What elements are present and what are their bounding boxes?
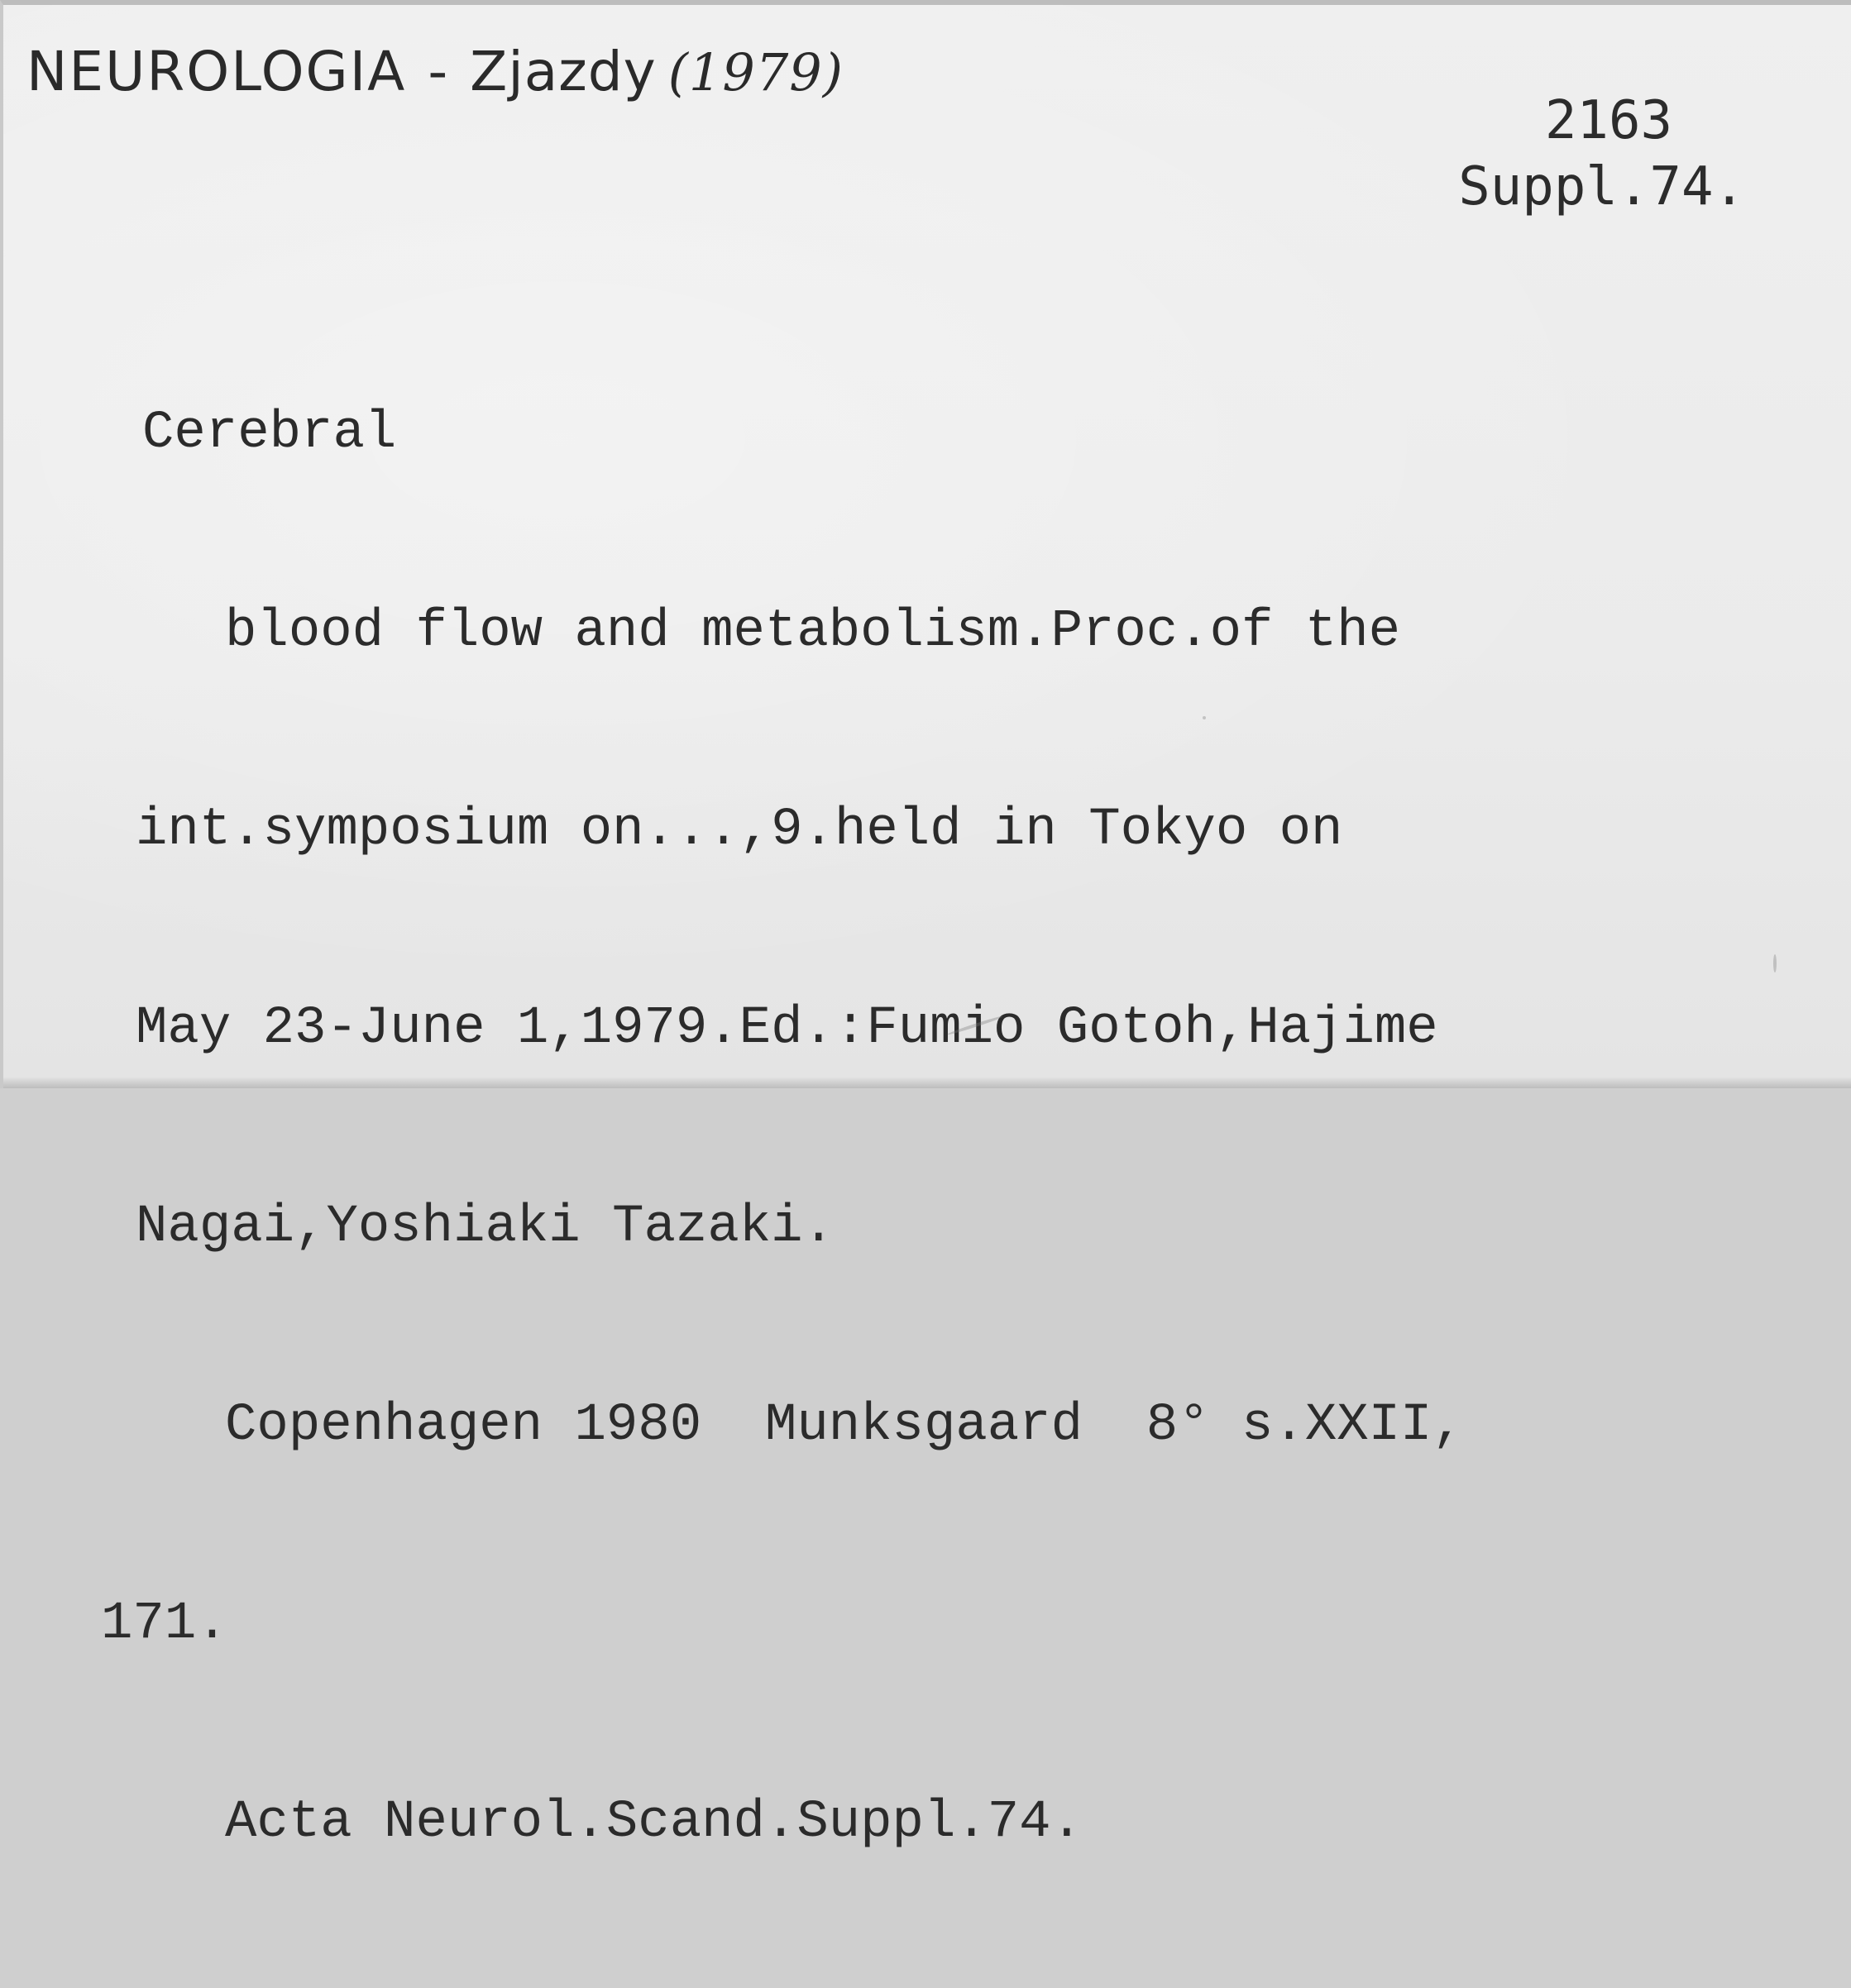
subject-heading xyxy=(26,40,844,103)
bibliographic-entry xyxy=(101,268,1464,1988)
paper-speck xyxy=(1203,716,1206,719)
entry-line-pagination: 171. xyxy=(101,1594,228,1654)
entry-line-series: Acta Neurol.Scand.Suppl.74. xyxy=(225,1793,1083,1852)
call-number-series: Suppl.74. xyxy=(1458,156,1745,217)
card-bottom-edge xyxy=(3,1077,1851,1088)
entry-line-title: Cerebral xyxy=(142,404,397,463)
heading-subject: NEUROLOGIA xyxy=(26,40,407,103)
call-number-value: 2163 xyxy=(1544,90,1672,151)
entry-line: blood flow and metabolism.Proc.of the xyxy=(225,602,1401,662)
entry-line: int.symposium on...,9.held in Tokyo on xyxy=(136,800,1343,860)
entry-line: Nagai,Yoshiaki Tazaki. xyxy=(136,1197,835,1257)
heading-topic: Zjazdy xyxy=(470,40,657,103)
entry-line: May 23-June 1,1979.Ed.:Fumio Gotoh,Hajime xyxy=(136,999,1438,1059)
paper-speck xyxy=(1773,954,1777,972)
call-number xyxy=(1458,88,1745,220)
entry-line-imprint: Copenhagen 1980 Munksgaard 8° s.XXII, xyxy=(225,1396,1464,1455)
heading-separator: - xyxy=(428,40,449,103)
heading-year: (1979) xyxy=(667,42,844,103)
